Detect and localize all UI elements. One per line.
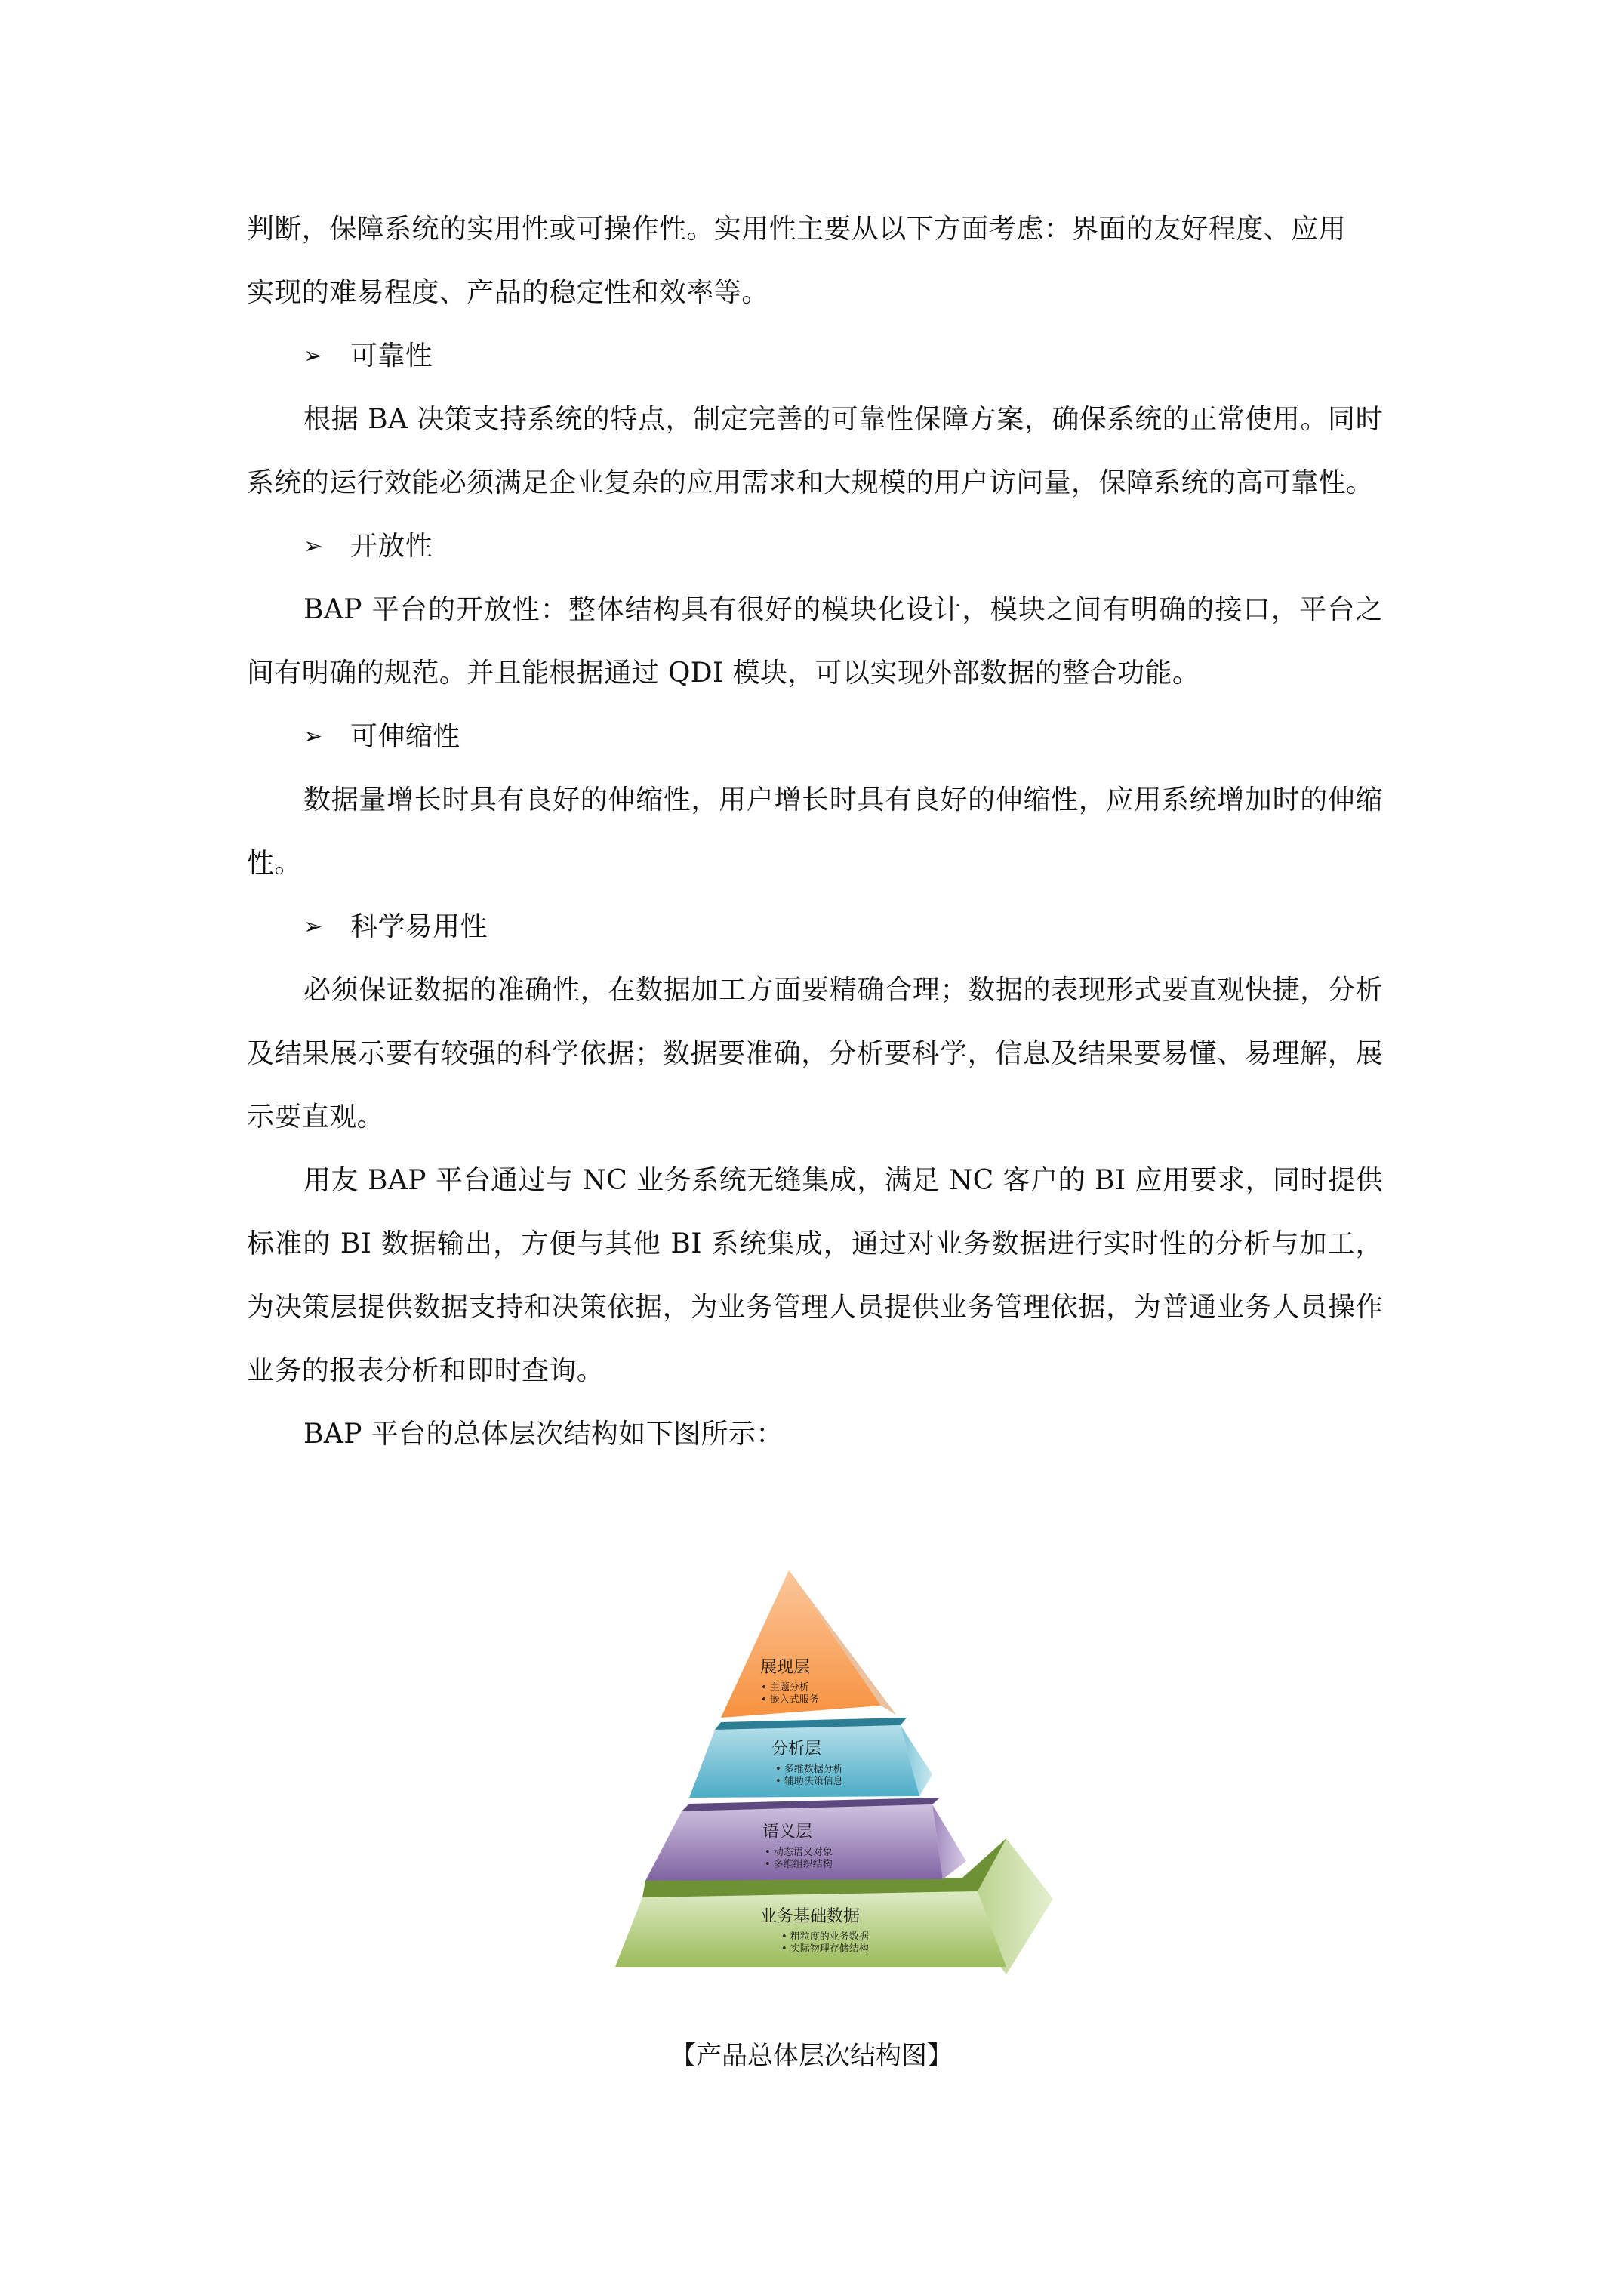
heading-label: 可伸缩性 [350, 721, 460, 752]
heading-label: 科学易用性 [350, 911, 488, 942]
body-text [247, 198, 1383, 1466]
layer-item: • 多维数据分析 [775, 1764, 843, 1775]
paragraph-yonyou-bap: 用友 BAP 平台通过与 NC 业务系统无缝集成，满足 NC 客户的 BI 应用要求，同时提供标准的 BI 数据输出，方便与其他 BI 系统集成，通过对业务数据进行实时性的分析与加工，为决策层提供数据支持和决策依据，为业务管理人员提供业务管理依据，为普通业务人员操作业务的报表分析和即时查询。 [247, 1165, 1383, 1386]
paragraph-continuation-line1: 判断，保障系统的实用性或可操作性。实用性主要从以下方面考虑：界面的友好程度、应用 [247, 214, 1347, 245]
heading-label: 可靠性 [350, 341, 433, 371]
arrow-bullet-icon: ➢ [303, 914, 323, 940]
paragraph-reliability: 根据 BA 决策支持系统的特点，制定完善的可靠性保障方案，确保系统的正常使用。同时系统的运行效能必须满足企业复杂的应用需求和大规模的用户访问量，保障系统的高可靠性。 [247, 404, 1383, 498]
figure-caption: 【产品总体层次结构图】 [670, 2041, 953, 2071]
arrow-bullet-icon: ➢ [303, 343, 323, 369]
heading-label: 开放性 [350, 531, 433, 562]
layer-title-presentation: 展现层 [759, 1658, 811, 1677]
section-heading-reliability [247, 325, 1383, 388]
paragraph-openness: BAP 平台的开放性：整体结构具有很好的模块化设计，模块之间有明确的接口，平台之间有明确的规范。并且能根据通过 QDI 模块，可以实现外部数据的整合功能。 [247, 594, 1383, 689]
paragraph-continuation-line2: 实现的难易程度、产品的稳定性和效率等。 [247, 277, 769, 308]
layer-title-analysis: 分析层 [771, 1740, 822, 1758]
layer-item: • 主题分析 [761, 1682, 809, 1693]
arrow-bullet-icon: ➢ [303, 533, 323, 559]
section-heading-scalability [247, 705, 1383, 769]
section-heading-openness [247, 515, 1383, 578]
paragraph-scalability: 数据量增长时具有良好的伸缩性，用户增长时具有良好的伸缩性，应用系统增加时的伸缩性。 [247, 784, 1383, 879]
layer-title-data: 业务基础数据 [759, 1907, 861, 1926]
paragraph-scientific: 必须保证数据的准确性，在数据加工方面要精确合理；数据的表现形式要直观快捷，分析及结果展示要有较强的科学依据；数据要准确，分析要科学，信息及结果要易懂、易理解，展示要直观。 [247, 975, 1383, 1133]
pyramid-diagram [570, 1567, 1068, 2008]
layer-front-face [615, 1891, 1006, 1967]
layer-item: • 嵌入式服务 [761, 1694, 819, 1706]
pyramid-figure [570, 1567, 1068, 2008]
layer-item: • 实际物理存储结构 [781, 1943, 869, 1955]
section-heading-scientific [247, 895, 1383, 959]
paragraph-figure-intro: BAP 平台的总体层次结构如下图所示： [303, 1419, 784, 1450]
layer-item: • 动态语义对象 [765, 1847, 833, 1858]
layer-title-semantic: 语义层 [762, 1823, 813, 1841]
layer-item: • 粗粒度的业务数据 [781, 1931, 869, 1943]
layer-item: • 辅助决策信息 [775, 1776, 843, 1787]
arrow-bullet-icon: ➢ [303, 723, 323, 750]
layer-item: • 多维组织结构 [765, 1859, 833, 1870]
